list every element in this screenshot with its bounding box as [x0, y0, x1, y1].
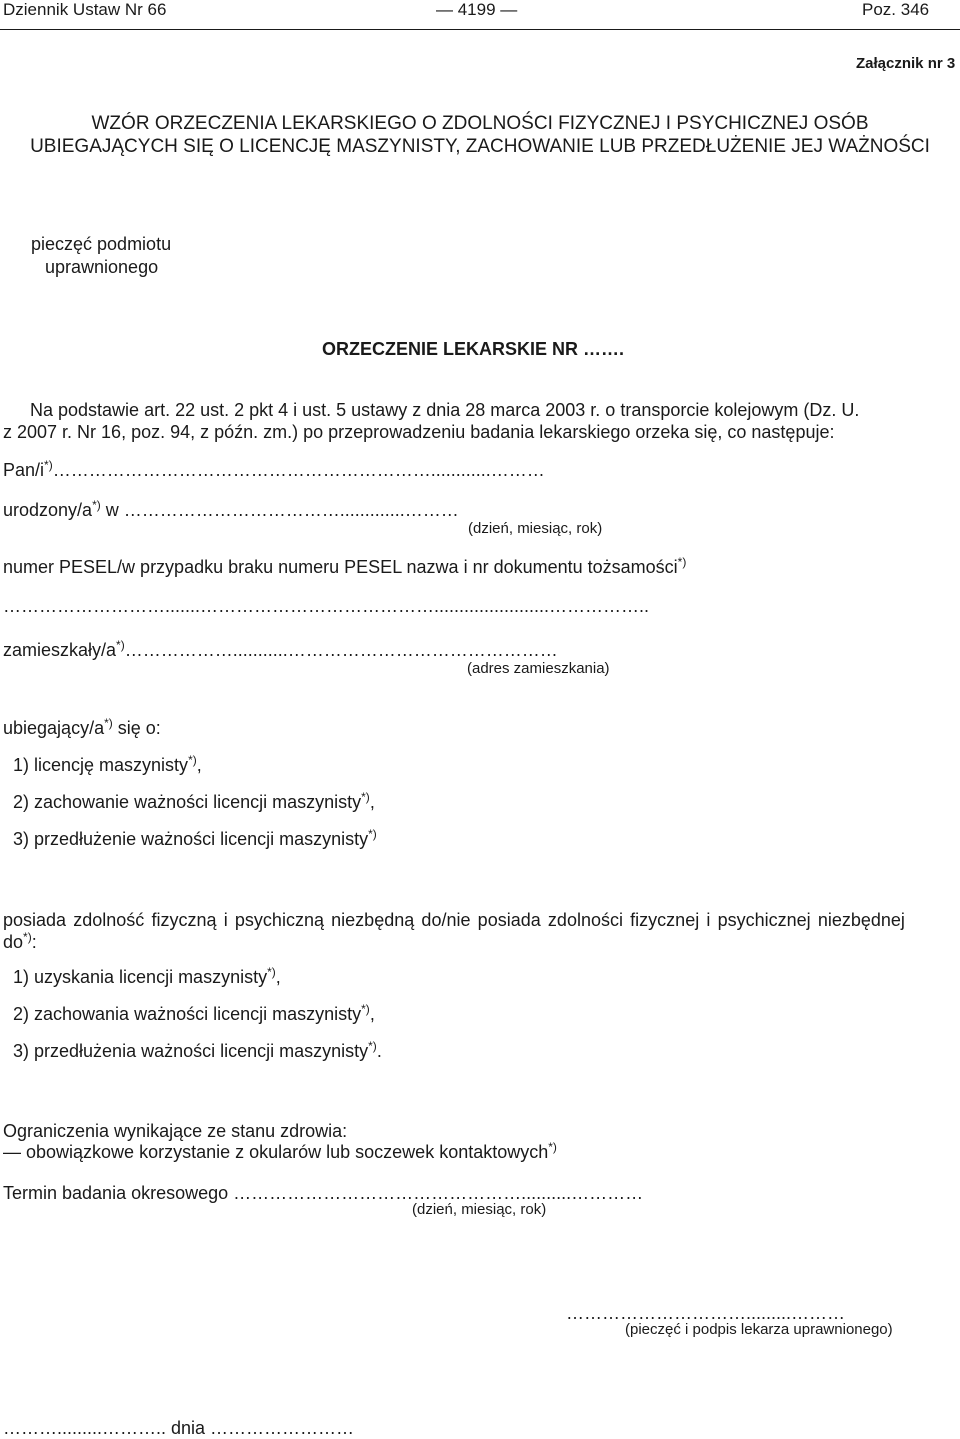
field-pan	[3, 460, 545, 481]
footnote-mark: *)	[188, 753, 197, 767]
date-line: ……….........……….. dnia ……………………	[3, 1418, 355, 1438]
fitness-item-2	[13, 1004, 375, 1025]
position-number: Poz. 346	[862, 0, 930, 19]
applicant-item-2-suffix: ,	[369, 792, 375, 812]
restrictions-heading: Ograniczenia wynikające ze stanu zdrowia:	[3, 1121, 348, 1141]
field-pan-dots: ………………………………………………………............………	[52, 460, 545, 480]
footnote-mark: *)	[368, 1039, 377, 1053]
footnote-mark: *)	[92, 498, 101, 512]
field-pan-label: Pan/i	[3, 460, 45, 480]
footnote-mark: *)	[104, 716, 113, 730]
field-pesel-dots: ……………………….......………………………………….......................……………..	[3, 596, 650, 616]
field-pesel	[3, 557, 686, 578]
fitness-line2	[3, 932, 37, 953]
footnote-mark: *)	[368, 827, 377, 841]
document-title-line1: WZÓR ORZECZENIA LEKARSKIEGO O ZDOLNOŚCI FIZYCZNEJ I PSYCHICZNEJ OSÓB	[91, 113, 869, 134]
restrictions-item	[3, 1142, 557, 1163]
page-number: — 4199 —	[436, 0, 518, 19]
field-born-hint: (dzień, miesiąc, rok)	[468, 520, 603, 537]
field-born-w: w	[100, 500, 124, 520]
field-resident-label: zamieszkały/a	[3, 640, 117, 660]
restrictions-item-text: — obowiązkowe korzystanie z okularów lub soczewek kontaktowych	[3, 1142, 549, 1162]
footnote-mark: *)	[267, 965, 276, 979]
field-resident	[3, 640, 558, 661]
periodic-exam-dots: …………………………………………..........…………	[228, 1183, 644, 1203]
applicant-label	[3, 718, 161, 739]
applicant-item-1-suffix: ,	[196, 755, 202, 775]
footnote-mark: *)	[44, 458, 53, 472]
field-resident-dots: ………………...........………………………………………	[124, 640, 558, 660]
certificate-heading: ORZECZENIE LEKARSKIE NR …….	[322, 339, 625, 359]
stamp-label-line2: uprawnionego	[45, 257, 159, 277]
fitness-item-2-suffix: ,	[369, 1004, 375, 1024]
fitness-item-3-suffix: .	[376, 1041, 382, 1061]
applicant-item-3-text: 3) przedłużenie ważności licencji maszynisty	[13, 829, 369, 849]
applicant-label-suffix: się o:	[112, 718, 161, 738]
fitness-line2-text: do	[3, 932, 24, 952]
field-resident-hint: (adres zamieszkania)	[467, 660, 610, 677]
applicant-item-1	[13, 755, 202, 776]
applicant-item-2-text: 2) zachowanie ważności licencji maszynisty	[13, 792, 362, 812]
document-title-line2: UBIEGAJĄCYCH SIĘ O LICENCJĘ MASZYNISTY, ZACHOWANIE LUB PRZEDŁUŻENIE JEJ WAŻNOŚCI	[30, 136, 930, 157]
annex-label: Załącznik nr 3	[856, 55, 956, 72]
intro-line2: z 2007 r. Nr 16, poz. 94, z późn. zm.) po przeprowadzeniu badania lekarskiego orzeka się, co następuje:	[3, 422, 835, 442]
footnote-mark: *)	[361, 790, 370, 804]
fitness-line2-suffix: :	[31, 932, 37, 952]
field-born-dots: ……………………………….............………	[123, 500, 459, 520]
journal-title: Dziennik Ustaw Nr 66	[3, 0, 167, 19]
periodic-exam-label: Termin badania okresowego	[3, 1183, 229, 1203]
fitness-item-2-text: 2) zachowania ważności licencji maszynisty	[13, 1004, 362, 1024]
applicant-item-2	[13, 792, 375, 813]
field-pesel-label: numer PESEL/w przypadku braku numeru PESEL nazwa i nr dokumentu tożsamości	[3, 557, 678, 577]
fitness-item-1	[13, 967, 281, 988]
footnote-mark: *)	[361, 1002, 370, 1016]
applicant-label-text: ubiegający/a	[3, 718, 105, 738]
periodic-exam-hint: (dzień, miesiąc, rok)	[412, 1201, 547, 1218]
footnote-mark: *)	[116, 638, 125, 652]
footnote-mark: *)	[548, 1140, 557, 1154]
field-born-label: urodzony/a	[3, 500, 93, 520]
periodic-exam	[3, 1183, 643, 1204]
applicant-item-3	[13, 829, 377, 850]
fitness-line1: posiada zdolność fizyczną i psychiczną niezbędną do/nie posiada zdolności fizycznej i psychicznej niezbędnej	[3, 910, 905, 930]
applicant-item-1-text: 1) licencję maszynisty	[13, 755, 189, 775]
field-born	[3, 500, 459, 521]
header-rule	[0, 29, 960, 30]
signature-dots: ………………………….........………	[566, 1303, 846, 1323]
fitness-item-1-suffix: ,	[275, 967, 281, 987]
intro-line1: Na podstawie art. 22 ust. 2 pkt 4 i ust. 5 ustawy z dnia 28 marca 2003 r. o transporcie kolejowym (Dz. U.	[30, 400, 860, 420]
stamp-label-line1: pieczęć podmiotu	[31, 234, 172, 254]
footnote-mark: *)	[677, 555, 687, 569]
fitness-item-3	[13, 1041, 382, 1062]
signature-hint: (pieczęć i podpis lekarza uprawnionego)	[625, 1321, 893, 1338]
fitness-item-1-text: 1) uzyskania licencji maszynisty	[13, 967, 268, 987]
footnote-mark: *)	[23, 930, 32, 944]
fitness-item-3-text: 3) przedłużenia ważności licencji maszynisty	[13, 1041, 369, 1061]
